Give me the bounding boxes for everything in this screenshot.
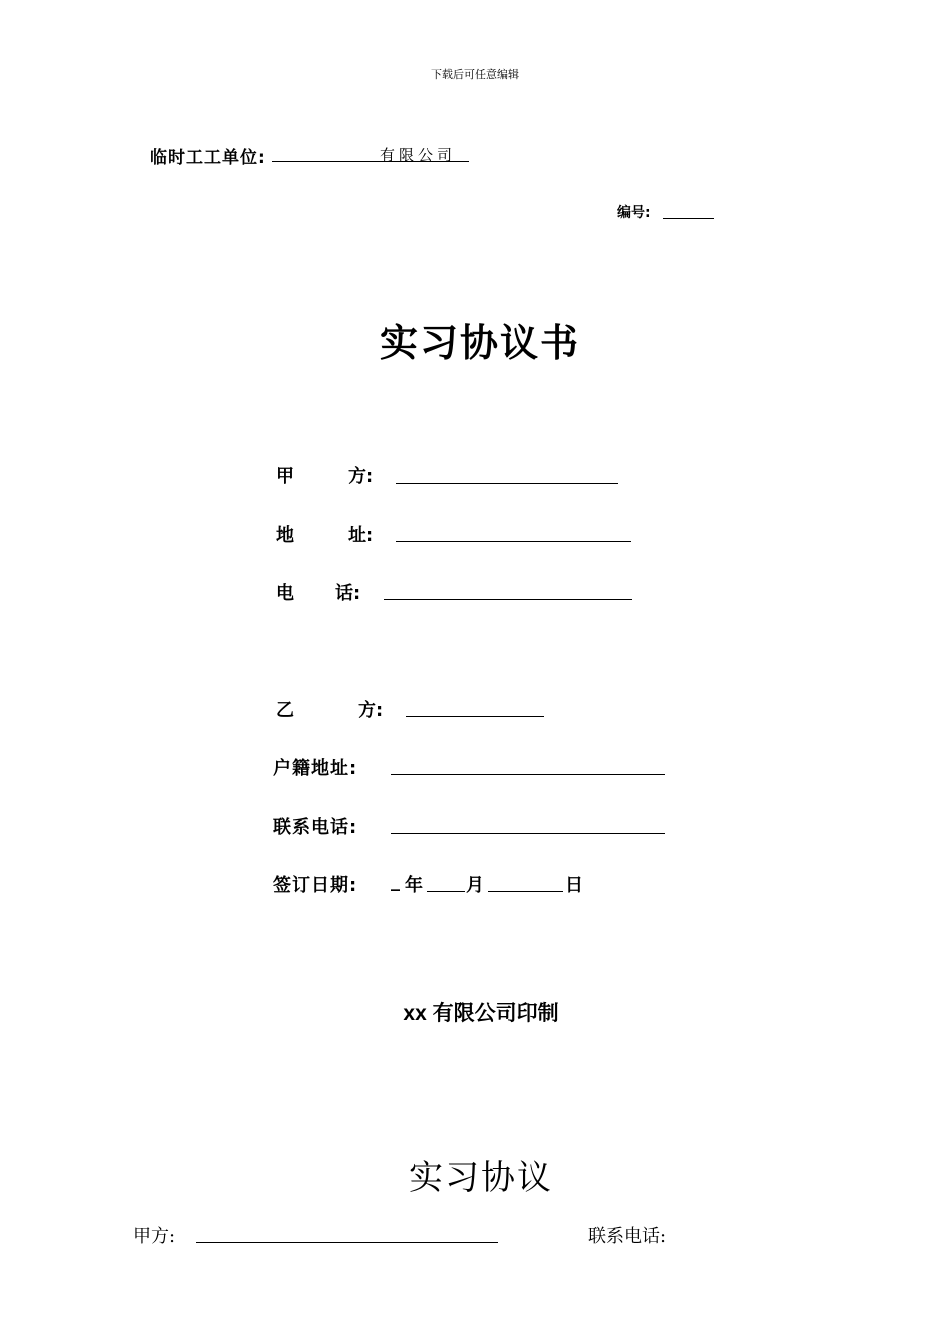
document-title: 实习协议书 <box>379 321 580 365</box>
household-address-field[interactable] <box>391 774 665 775</box>
sign-date-day-label: 日 <box>565 875 583 896</box>
party-a-name-field[interactable] <box>396 483 618 484</box>
party-a-phone-label-1: 电 <box>276 583 294 604</box>
agreement-title: 实习协议 <box>409 1158 553 1198</box>
contact-phone-label: 联系电话: <box>273 817 358 838</box>
sign-date-prefix: _ <box>391 871 400 892</box>
party-a-name-label-1: 甲 <box>276 466 294 487</box>
printer-imprint: xx 有限公司印制 <box>403 1002 559 1025</box>
party-a-phone-field[interactable] <box>384 599 632 600</box>
sign-date-month-field[interactable] <box>427 891 465 892</box>
party-b-name-label-1: 乙 <box>276 700 294 721</box>
sign-date-month-label: 月 <box>466 875 484 896</box>
agreement-contact-label: 联系电话: <box>588 1226 667 1247</box>
household-address-label: 户籍地址: <box>273 758 358 779</box>
party-a-address-label-2: 址: <box>348 525 374 546</box>
header-note: 下载后可任意编辑 <box>431 68 519 81</box>
serial-field[interactable] <box>663 218 714 219</box>
sign-date-day-field[interactable] <box>488 891 563 892</box>
party-b-name-field[interactable] <box>406 716 544 717</box>
party-a-name-label-2: 方: <box>348 466 374 487</box>
contact-phone-field[interactable] <box>391 833 665 834</box>
agreement-party-a-field[interactable] <box>196 1242 498 1243</box>
party-b-name-label-2: 方: <box>358 700 384 721</box>
agreement-party-a-label: 甲方: <box>133 1226 176 1247</box>
unit-value: 有限公司 <box>380 146 457 164</box>
party-a-phone-label-2: 话: <box>335 583 361 604</box>
sign-date-year-label: 年 <box>405 875 423 896</box>
party-a-address-field[interactable] <box>396 541 631 542</box>
sign-date-label: 签订日期: <box>273 875 358 896</box>
unit-label: 临时工工单位: <box>150 148 266 168</box>
party-a-address-label-1: 地 <box>276 525 294 546</box>
serial-label: 编号: <box>617 205 651 221</box>
